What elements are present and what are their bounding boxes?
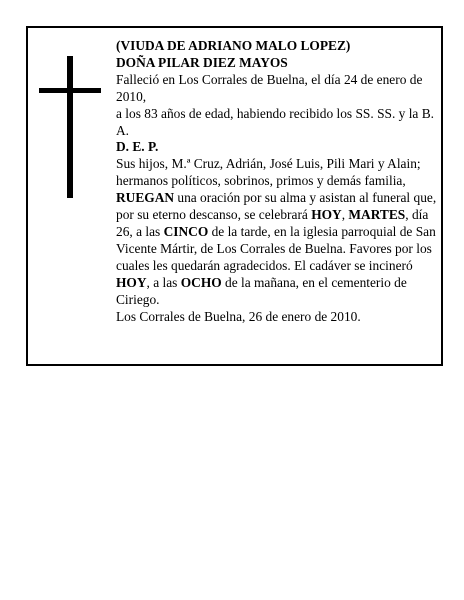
cross-icon [67, 56, 73, 198]
dep-line: D. E. P. [116, 139, 159, 155]
cross-icon-crossbar [39, 88, 101, 93]
deceased-name: DOÑA PILAR DIEZ MAYOS [116, 54, 288, 70]
age-statement: a los 83 años de edad, habiendo recibido los SS. SS. y la B. A. [116, 105, 434, 138]
request-text-5: de la mañana, en el cementerio de Ciriego. [116, 274, 407, 307]
obituary-notice [26, 26, 443, 366]
request-text-1: una oración por su alma y asistan al funeral que, por su eterno descanso, se celebrará [116, 190, 437, 223]
notice-body [116, 38, 441, 325]
request-text-4: , a las [146, 274, 181, 290]
request-comma: , [341, 207, 349, 223]
request-text-2: , día 26, a las [116, 207, 429, 239]
closing-line: Los Corrales de Buelna, 26 de enero de 2010. [116, 308, 361, 324]
hoy-word-2: HOY [116, 274, 147, 290]
family-line: Sus hijos, M.ª Cruz, Adrián, José Luis, Pili Mari y Alain; hermanos políticos, sobrinos, primos y demás familia, [116, 156, 421, 189]
death-statement: Falleció en Los Corrales de Buelna, el día 24 de enero de 2010, [116, 71, 423, 104]
hoy-word-1: HOY [311, 207, 342, 223]
cinco-word: CINCO [163, 223, 209, 239]
martes-word: MARTES [348, 207, 406, 223]
request-paragraph [116, 190, 441, 308]
ruegan-word: RUEGAN [116, 190, 175, 206]
ocho-word: OCHO [180, 274, 222, 290]
request-text-3: de la tarde, en la iglesia parroquial de San Vicente Mártir, de Los Corrales de Buelna. Favores por los cuales les quedarán agradecidos. El cadáver se incineró [116, 223, 436, 273]
widow-line: (VIUDA DE ADRIANO MALO LOPEZ) [116, 38, 351, 53]
